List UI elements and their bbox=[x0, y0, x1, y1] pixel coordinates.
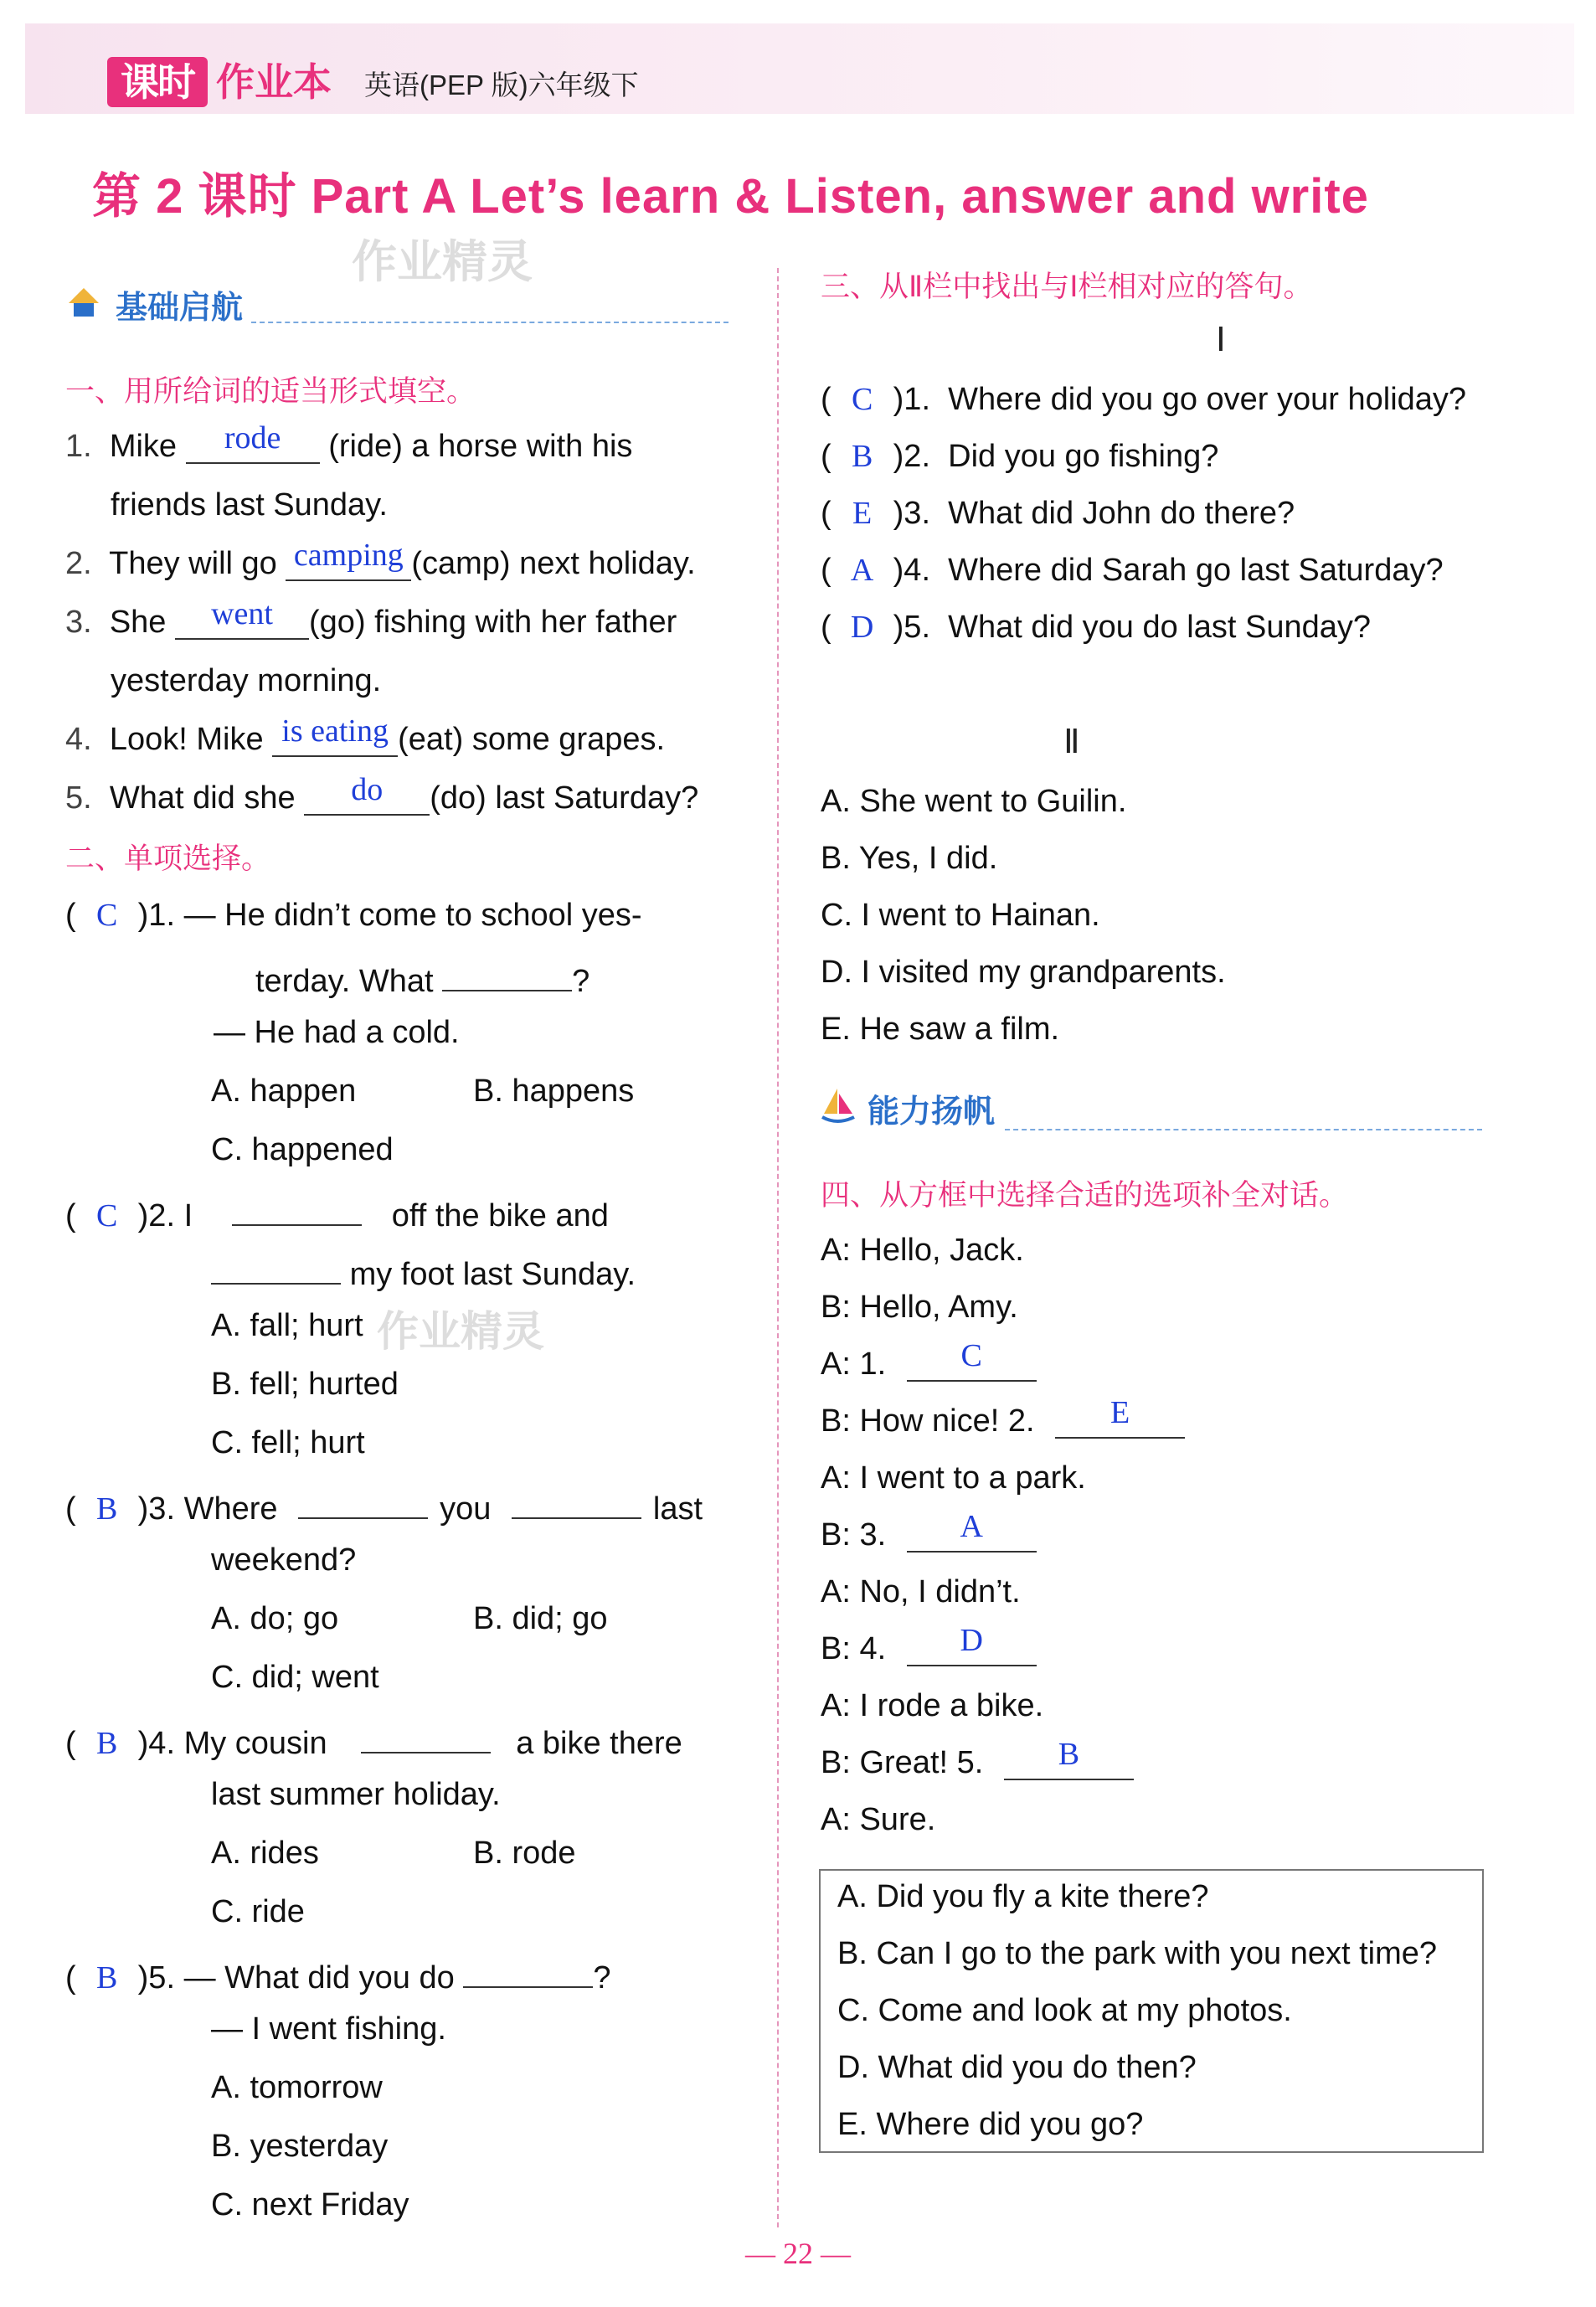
part3-reply-E: E. He saw a film. bbox=[821, 1012, 1060, 1047]
part2-q2-optC: C. fell; hurt bbox=[211, 1425, 365, 1460]
dialogue-line-3: A: 1. C bbox=[821, 1343, 1037, 1385]
part3-q1: ( C )1. Where did you go over your holiday? bbox=[821, 382, 1467, 417]
column-II-label: Ⅱ bbox=[1063, 723, 1080, 760]
part2-title: 二、单项选择。 bbox=[65, 842, 271, 875]
sailboat-icon bbox=[819, 1087, 857, 1125]
part2-q5-optA: A. tomorrow bbox=[211, 2070, 383, 2105]
part2-q5-optC: C. next Friday bbox=[211, 2187, 409, 2222]
answer: C bbox=[960, 1338, 982, 1373]
part2-q1: ( C )1. — He didn’t come to school yes- bbox=[65, 898, 642, 933]
answer: A bbox=[850, 553, 874, 588]
answer: is eating bbox=[281, 713, 389, 749]
answer: B bbox=[95, 1960, 118, 1995]
part2-q4-optB: B. rode bbox=[473, 1836, 576, 1871]
part2-q3-optC: C. did; went bbox=[211, 1660, 379, 1695]
part2-q1-optA: A. happen bbox=[211, 1074, 357, 1109]
option-A: A. Did you fly a kite there? bbox=[837, 1879, 1209, 1914]
answer: D bbox=[850, 610, 874, 645]
house-icon bbox=[65, 285, 102, 322]
part2-q4-optC: C. ride bbox=[211, 1894, 305, 1929]
book-subtitle: 英语(PEP 版)六年级下 bbox=[364, 70, 639, 100]
part2-q1-optC: C. happened bbox=[211, 1132, 394, 1167]
part2-q5-optB: B. yesterday bbox=[211, 2129, 389, 2164]
option-E: E. Where did you go? bbox=[837, 2107, 1144, 2142]
dialogue-line-5: A: I went to a park. bbox=[821, 1460, 1086, 1496]
part2-q5: ( B )5. — What did you do ? bbox=[65, 1949, 610, 1999]
part4-title: 四、从方框中选择合适的选项补全对话。 bbox=[821, 1179, 1349, 1212]
answer: camping bbox=[293, 538, 404, 573]
answer: do bbox=[351, 772, 384, 807]
part3-q5: ( D )5. What did you do last Sunday? bbox=[821, 610, 1372, 645]
part2-q3-optB: B. did; go bbox=[473, 1601, 608, 1636]
dialogue-line-1: A: Hello, Jack. bbox=[821, 1233, 1024, 1268]
part3-q2: ( B )2. Did you go fishing? bbox=[821, 439, 1219, 474]
part1-item-4: 4. Look! Mike is eating (eat) some grapes. bbox=[65, 713, 666, 757]
part2-q1-optB: B. happens bbox=[473, 1074, 635, 1109]
part2-q3: ( B )3. Where you last bbox=[65, 1480, 703, 1530]
part2-q2-optB: B. fell; hurted bbox=[211, 1367, 399, 1402]
column-divider bbox=[777, 268, 779, 2227]
part2-q1-line2: terday. What ? bbox=[255, 953, 589, 1002]
logo-main: 课时 bbox=[107, 57, 208, 107]
part3-reply-D: D. I visited my grandparents. bbox=[821, 955, 1226, 990]
part2-q5-line2: — I went fishing. bbox=[211, 2011, 446, 2047]
part1-title: 一、用所给词的适当形式填空。 bbox=[65, 375, 476, 408]
answer: C bbox=[95, 1198, 118, 1233]
option-C: C. Come and look at my photos. bbox=[837, 1993, 1292, 2028]
part1-item-3-cont: yesterday morning. bbox=[111, 663, 382, 698]
section-basic-title: 基础启航 bbox=[116, 291, 244, 326]
column-I-label: Ⅰ bbox=[1216, 321, 1226, 358]
option-D: D. What did you do then? bbox=[837, 2050, 1197, 2085]
part2-q3-line2: weekend? bbox=[211, 1542, 357, 1578]
answer: E bbox=[1110, 1395, 1130, 1430]
answer: D bbox=[960, 1623, 983, 1658]
watermark: 作业精灵 bbox=[352, 237, 533, 287]
dialogue-line-7: A: No, I didn’t. bbox=[821, 1574, 1021, 1609]
dialogue-line-9: A: I rode a bike. bbox=[821, 1688, 1044, 1723]
section-underline bbox=[1005, 1129, 1482, 1130]
part1-item-2: 2. They will go camping (camp) next holiday. bbox=[65, 538, 696, 581]
part3-title: 三、从Ⅱ栏中找出与Ⅰ栏相对应的答句。 bbox=[821, 270, 1313, 303]
lesson-title: 第 2 课时 Part A Let’s learn & Listen, answer and write bbox=[92, 169, 1369, 224]
answer: B bbox=[95, 1726, 118, 1761]
answer: A bbox=[960, 1509, 983, 1544]
part3-reply-C: C. I went to Hainan. bbox=[821, 898, 1100, 933]
part2-q2-optA: A. fall; hurt bbox=[211, 1308, 363, 1343]
part3-q4: ( A )4. Where did Sarah go last Saturday? bbox=[821, 553, 1444, 588]
part2-q4-line2: last summer holiday. bbox=[211, 1777, 501, 1812]
answer: B bbox=[95, 1491, 118, 1527]
section-ability-title: 能力扬帆 bbox=[868, 1094, 996, 1130]
section-underline bbox=[251, 322, 728, 323]
dialogue-line-4: B: How nice! 2. E bbox=[821, 1400, 1185, 1442]
answer: C bbox=[95, 898, 118, 933]
answer: B bbox=[1058, 1737, 1080, 1772]
dialogue-line-10: B: Great! 5. B bbox=[821, 1742, 1134, 1784]
part1-item-3: 3. She went (go) fishing with her father bbox=[65, 596, 677, 640]
dialogue-line-6: B: 3. A bbox=[821, 1514, 1037, 1556]
part3-reply-A: A. She went to Guilin. bbox=[821, 784, 1127, 819]
answer: C bbox=[851, 382, 873, 417]
page-number: — 22 — bbox=[745, 2237, 851, 2270]
part2-q1-line3: — He had a cold. bbox=[214, 1015, 460, 1050]
watermark: 作业精灵 bbox=[377, 1308, 544, 1355]
answer: E bbox=[852, 496, 873, 531]
part1-item-5: 5. What did she do (do) last Saturday? bbox=[65, 772, 699, 816]
part2-q2-line2: my foot last Sunday. bbox=[211, 1246, 636, 1295]
part2-q2: ( C )2. I off the bike and bbox=[65, 1187, 609, 1237]
part1-item-1: 1. Mike rode (ride) a horse with his bbox=[65, 420, 633, 464]
option-B: B. Can I go to the park with you next time? bbox=[837, 1936, 1438, 1971]
part3-q3: ( E )3. What did John do there? bbox=[821, 496, 1295, 531]
part1-item-1-cont: friends last Sunday. bbox=[111, 487, 388, 523]
dialogue-line-11: A: Sure. bbox=[821, 1802, 936, 1837]
answer: rode bbox=[224, 420, 281, 456]
answer: B bbox=[851, 439, 873, 474]
part2-q3-optA: A. do; go bbox=[211, 1601, 339, 1636]
answer: went bbox=[211, 596, 273, 631]
part2-q4-optA: A. rides bbox=[211, 1836, 319, 1871]
dialogue-line-8: B: 4. D bbox=[821, 1628, 1037, 1670]
dialogue-line-2: B: Hello, Amy. bbox=[821, 1290, 1018, 1325]
part2-q4: ( B )4. My cousin a bike there bbox=[65, 1715, 682, 1764]
part3-reply-B: B. Yes, I did. bbox=[821, 841, 998, 876]
logo-rest: 作业本 bbox=[216, 60, 332, 104]
